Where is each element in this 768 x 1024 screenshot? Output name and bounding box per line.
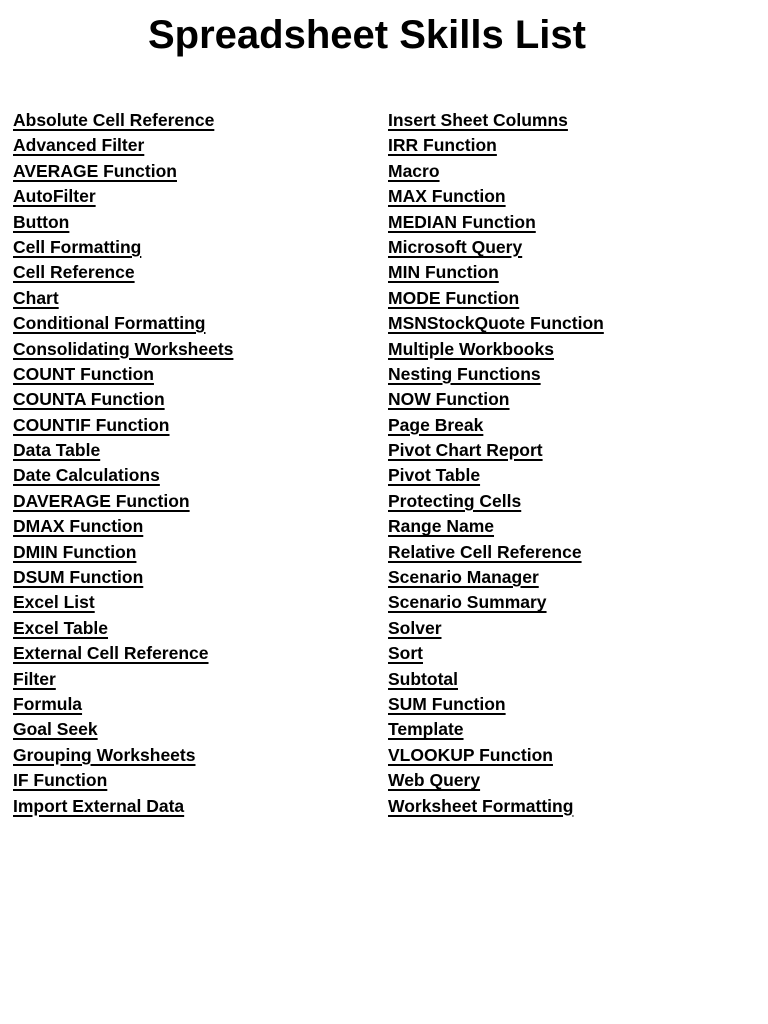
skill-link-grouping-worksheets[interactable]: Grouping Worksheets bbox=[13, 744, 196, 765]
skill-link-data-table[interactable]: Data Table bbox=[13, 440, 101, 461]
skill-list-item bbox=[388, 413, 604, 438]
skill-list-item bbox=[13, 362, 233, 387]
skill-list-item bbox=[388, 184, 604, 209]
skill-list-item bbox=[13, 667, 233, 692]
skill-list-item bbox=[13, 286, 233, 311]
skill-link-dmax-function[interactable]: DMAX Function bbox=[13, 516, 144, 537]
skill-list-item bbox=[388, 286, 604, 311]
skill-link-dsum-function[interactable]: DSUM Function bbox=[13, 567, 144, 588]
skill-list-item bbox=[388, 794, 604, 819]
skill-list-item bbox=[13, 210, 233, 235]
skill-link-if-function[interactable]: IF Function bbox=[13, 770, 108, 791]
skill-link-median-function[interactable]: MEDIAN Function bbox=[388, 211, 536, 232]
skill-link-microsoft-query[interactable]: Microsoft Query bbox=[388, 236, 523, 257]
skill-list-item bbox=[388, 463, 604, 488]
skill-list-item bbox=[388, 540, 604, 565]
skill-link-subtotal[interactable]: Subtotal bbox=[388, 668, 458, 689]
skill-list-item bbox=[13, 540, 233, 565]
skill-link-multiple-workbooks[interactable]: Multiple Workbooks bbox=[388, 338, 554, 359]
skill-link-vlookup-function[interactable]: VLOOKUP Function bbox=[388, 744, 553, 765]
skill-list-item bbox=[13, 387, 233, 412]
skill-list-item bbox=[13, 337, 233, 362]
skill-link-countif-function[interactable]: COUNTIF Function bbox=[13, 414, 170, 435]
skill-link-page-break[interactable]: Page Break bbox=[388, 414, 484, 435]
skill-link-cell-reference[interactable]: Cell Reference bbox=[13, 262, 135, 283]
skill-link-insert-sheet-columns[interactable]: Insert Sheet Columns bbox=[388, 110, 568, 130]
skill-list-item bbox=[13, 616, 233, 641]
skill-link-excel-table[interactable]: Excel Table bbox=[13, 617, 109, 638]
skill-list-item bbox=[13, 108, 233, 133]
skill-link-pivot-chart-report[interactable]: Pivot Chart Report bbox=[388, 440, 543, 461]
skill-link-nesting-functions[interactable]: Nesting Functions bbox=[388, 363, 541, 384]
skill-list-item bbox=[13, 438, 233, 463]
skill-link-macro[interactable]: Macro bbox=[388, 160, 440, 181]
skill-list-item bbox=[13, 717, 233, 742]
skill-list-item bbox=[388, 616, 604, 641]
skill-link-irr-function[interactable]: IRR Function bbox=[388, 135, 497, 156]
skill-list-item bbox=[13, 260, 233, 285]
skill-link-chart[interactable]: Chart bbox=[13, 287, 59, 308]
skill-list-item bbox=[388, 210, 604, 235]
skill-link-pivot-table[interactable]: Pivot Table bbox=[388, 465, 481, 486]
skill-link-autofilter[interactable]: AutoFilter bbox=[13, 186, 96, 207]
skill-link-button[interactable]: Button bbox=[13, 211, 70, 232]
skill-link-external-cell-reference[interactable]: External Cell Reference bbox=[13, 643, 209, 664]
skill-link-import-external-data[interactable]: Import External Data bbox=[13, 795, 185, 816]
skill-link-max-function[interactable]: MAX Function bbox=[388, 186, 506, 207]
skill-list-item bbox=[13, 514, 233, 539]
skill-link-protecting-cells[interactable]: Protecting Cells bbox=[388, 490, 522, 511]
skill-list-item bbox=[388, 260, 604, 285]
skill-link-web-query[interactable]: Web Query bbox=[388, 770, 481, 791]
skill-list-item bbox=[13, 159, 233, 184]
skill-list-item bbox=[388, 362, 604, 387]
skill-link-average-function[interactable]: AVERAGE Function bbox=[13, 160, 177, 181]
skill-list-item bbox=[13, 133, 233, 158]
skill-list-item bbox=[13, 565, 233, 590]
skill-link-daverage-function[interactable]: DAVERAGE Function bbox=[13, 490, 190, 511]
skill-link-scenario-summary[interactable]: Scenario Summary bbox=[388, 592, 547, 613]
skill-link-mode-function[interactable]: MODE Function bbox=[388, 287, 520, 308]
skill-list-item bbox=[388, 387, 604, 412]
skill-list-item bbox=[388, 514, 604, 539]
skill-link-msnstockquote-function[interactable]: MSNStockQuote Function bbox=[388, 313, 604, 334]
skill-link-consolidating-worksheets[interactable]: Consolidating Worksheets bbox=[13, 338, 234, 359]
skill-link-conditional-formatting[interactable]: Conditional Formatting bbox=[13, 313, 206, 334]
skill-list-item bbox=[388, 311, 604, 336]
skill-list-item bbox=[13, 311, 233, 336]
skill-list-item bbox=[388, 337, 604, 362]
skill-list-item bbox=[388, 717, 604, 742]
skill-link-dmin-function[interactable]: DMIN Function bbox=[13, 541, 137, 562]
skill-link-filter[interactable]: Filter bbox=[13, 668, 56, 689]
skill-link-sum-function[interactable]: SUM Function bbox=[388, 693, 506, 714]
skills-list-left bbox=[13, 108, 233, 819]
skill-list-item bbox=[13, 768, 233, 793]
skill-list-item bbox=[388, 590, 604, 615]
skill-list-item bbox=[388, 565, 604, 590]
page-title: Spreadsheet Skills List bbox=[148, 13, 586, 57]
skill-link-cell-formatting[interactable]: Cell Formatting bbox=[13, 236, 142, 257]
skill-list-item bbox=[388, 235, 604, 260]
skill-link-scenario-manager[interactable]: Scenario Manager bbox=[388, 567, 539, 588]
skill-list-item bbox=[388, 692, 604, 717]
skill-link-excel-list[interactable]: Excel List bbox=[13, 592, 95, 613]
skill-link-absolute-cell-reference[interactable]: Absolute Cell Reference bbox=[13, 110, 215, 130]
skill-link-worksheet-formatting[interactable]: Worksheet Formatting bbox=[388, 795, 574, 816]
skill-link-sort[interactable]: Sort bbox=[388, 643, 423, 664]
skill-list-item bbox=[388, 133, 604, 158]
skill-list-item bbox=[13, 641, 233, 666]
skill-link-count-function[interactable]: COUNT Function bbox=[13, 363, 154, 384]
skill-list-item bbox=[13, 184, 233, 209]
skill-list-item bbox=[388, 489, 604, 514]
skill-list-item bbox=[13, 235, 233, 260]
skill-list-item bbox=[388, 108, 604, 133]
skill-link-relative-cell-reference[interactable]: Relative Cell Reference bbox=[388, 541, 582, 562]
skill-list-item bbox=[388, 768, 604, 793]
skill-link-template[interactable]: Template bbox=[388, 719, 464, 740]
skill-list-item bbox=[388, 438, 604, 463]
skill-list-item bbox=[388, 743, 604, 768]
skill-list-item bbox=[388, 667, 604, 692]
skill-list-item bbox=[13, 463, 233, 488]
skill-list-item bbox=[13, 590, 233, 615]
skill-list-item bbox=[13, 743, 233, 768]
skill-link-range-name[interactable]: Range Name bbox=[388, 516, 495, 537]
skill-list-item bbox=[388, 641, 604, 666]
skill-link-counta-function[interactable]: COUNTA Function bbox=[13, 389, 165, 410]
skill-list-item bbox=[13, 489, 233, 514]
skill-link-now-function[interactable]: NOW Function bbox=[388, 389, 510, 410]
skills-list-right bbox=[388, 108, 604, 819]
skill-link-advanced-filter[interactable]: Advanced Filter bbox=[13, 135, 145, 156]
skill-link-solver[interactable]: Solver bbox=[388, 617, 442, 638]
skill-link-goal-seek[interactable]: Goal Seek bbox=[13, 719, 98, 740]
skill-list-item bbox=[13, 794, 233, 819]
skill-link-formula[interactable]: Formula bbox=[13, 693, 83, 714]
skill-list-item bbox=[13, 413, 233, 438]
skill-list-item bbox=[13, 692, 233, 717]
skill-list-item bbox=[388, 159, 604, 184]
skill-link-min-function[interactable]: MIN Function bbox=[388, 262, 499, 283]
skill-link-date-calculations[interactable]: Date Calculations bbox=[13, 465, 160, 486]
